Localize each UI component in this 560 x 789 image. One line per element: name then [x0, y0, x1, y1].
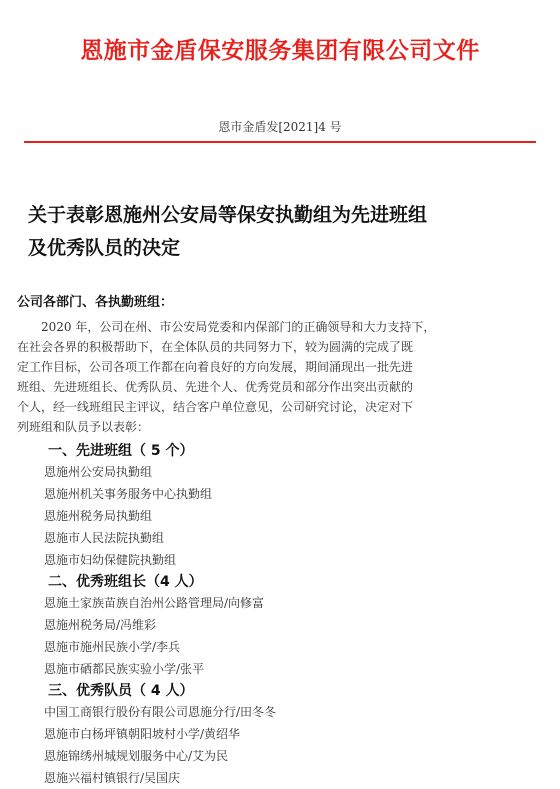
body-line: 2020 年，公司在州、市公安局党委和内保部门的正确领导和大力支持下， — [17, 320, 436, 334]
body-line: 个人，经一线班组民主评议，结合客户单位意见，公司研究讨论，决定对下 — [17, 400, 414, 414]
red-divider-rule — [24, 141, 536, 143]
list-item: 恩施市施州民族小学/李兵 — [44, 640, 181, 654]
list-item: 恩施市硒都民族实验小学/张平 — [44, 662, 205, 676]
list-item: 恩施市人民法院执勤组 — [44, 531, 165, 545]
body-line: 班组、先进班组长、优秀队员、先进个人、优秀党员和部分作出突出贡献的 — [17, 380, 414, 394]
body-line: 列班组和队员予以表彰： — [17, 420, 150, 434]
salutation: 公司各部门、各执勤班组： — [17, 295, 174, 310]
document-number: 恩市金盾发[2021]4 号 — [218, 120, 342, 134]
list-item: 恩施市白杨坪镇朝阳坡村小学/黄绍华 — [44, 727, 241, 741]
list-item: 恩施州税务局执勤组 — [44, 509, 153, 523]
section-heading: 一、先进班组（ 5 个） — [48, 443, 194, 459]
section-heading: 三、优秀队员（ 4 人） — [48, 683, 194, 699]
list-item: 恩施市妇幼保健院执勤组 — [44, 553, 177, 567]
decision-title-line-1: 关于表彰恩施州公安局等保安执勤组为先进班组 — [28, 204, 428, 226]
body-line: 在社会各界的积极帮助下，在全体队员的共同努力下，较为圆满的完成了既 — [17, 340, 414, 354]
list-item: 恩施锦绣州城规划服务中心/艾为民 — [44, 749, 229, 763]
list-item: 恩施州税务局/冯维彩 — [44, 618, 157, 632]
list-item: 恩施州机关事务服务中心执勤组 — [44, 487, 213, 501]
document-header-title: 恩施市金盾保安服务集团有限公司文件 — [80, 38, 480, 64]
list-item: 恩施州公安局执勤组 — [44, 465, 153, 479]
list-item: 恩施土家族苗族自治州公路管理局/向修富 — [44, 596, 265, 610]
body-line: 定工作目标，公司各项工作都在向着良好的方向发展，期间涌现出一批先进 — [17, 360, 414, 374]
section-heading: 二、优秀班组长（4 人） — [48, 574, 203, 590]
decision-title-line-2: 及优秀队员的决定 — [28, 237, 181, 259]
list-item: 中国工商银行股份有限公司恩施分行/田冬冬 — [44, 705, 277, 719]
list-item: 恩施兴福村镇银行/吴国庆 — [44, 771, 181, 785]
